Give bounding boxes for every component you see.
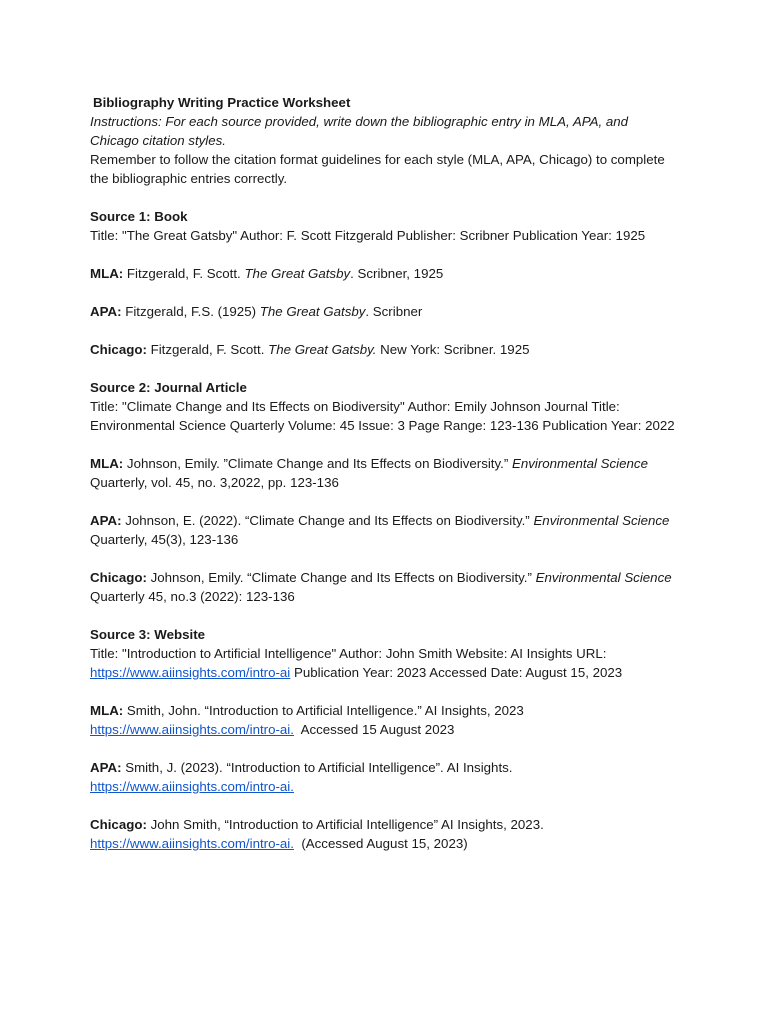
source-1-chicago — [90, 340, 680, 359]
apa-label: APA: — [90, 760, 122, 775]
source-1-heading: Source 1: Book — [90, 209, 188, 224]
apa-url-link[interactable]: https://www.aiinsights.com/intro-ai. — [90, 779, 294, 794]
citation-title: Environmental Science — [535, 570, 672, 585]
mla-label: MLA: — [90, 456, 124, 471]
chicago-label: Chicago: — [90, 570, 147, 585]
source-1-mla — [90, 264, 680, 283]
apa-label: APA: — [90, 304, 122, 319]
citation-title: The Great Gatsby. — [268, 342, 377, 357]
source-3-apa — [90, 758, 680, 796]
source-2-chicago — [90, 568, 680, 606]
source-3-details — [90, 644, 680, 682]
source-3-heading: Source 3: Website — [90, 627, 206, 642]
citation-text: Accessed 15 August 2023 — [293, 722, 455, 737]
mla-label: MLA: — [90, 266, 124, 281]
citation-text: Smith, J. (2023). “Introduction to Artificial Intelligence”. AI Insights. — [121, 760, 513, 775]
chicago-url-link[interactable]: https://www.aiinsights.com/intro-ai. — [90, 836, 294, 851]
citation-title: The Great Gatsby — [244, 266, 351, 281]
source-1-apa — [90, 302, 680, 321]
details-text: Title: "Introduction to Artificial Intelligence" Author: John Smith Website: AI Insights URL: — [90, 646, 607, 661]
instructions: Instructions: For each source provided, write down the bibliographic entry in MLA, APA, and Chicago citation styles. — [90, 114, 629, 148]
citation-text: Quarterly, vol. 45, no. 3,2022, pp. 123-136 — [90, 475, 339, 490]
citation-text: Quarterly 45, no.3 (2022): 123-136 — [90, 589, 295, 604]
citation-text: Fitzgerald, F. Scott. — [123, 266, 245, 281]
citation-text: John Smith, “Introduction to Artificial Intelligence” AI Insights, 2023. — [146, 817, 544, 832]
citation-text: Quarterly, 45(3), 123-136 — [90, 532, 239, 547]
citation-title: Environmental Science — [533, 513, 670, 528]
source-3-chicago — [90, 815, 680, 853]
apa-label: APA: — [90, 513, 122, 528]
chicago-label: Chicago: — [90, 342, 147, 357]
source-2-heading: Source 2: Journal Article — [90, 380, 247, 395]
citation-text: Fitzgerald, F.S. (1925) — [121, 304, 260, 319]
citation-text: Fitzgerald, F. Scott. — [146, 342, 269, 357]
mla-label: MLA: — [90, 703, 124, 718]
source-url-link[interactable]: https://www.aiinsights.com/intro-ai — [90, 665, 291, 680]
citation-text: Johnson, Emily. “Climate Change and Its Effects on Biodiversity.” — [146, 570, 536, 585]
page-title: Bibliography Writing Practice Worksheet — [93, 95, 351, 110]
source-2-apa — [90, 511, 680, 549]
citation-title: Environmental Science — [511, 456, 648, 471]
citation-text: Johnson, E. (2022). “Climate Change and Its Effects on Biodiversity.” — [121, 513, 534, 528]
chicago-label: Chicago: — [90, 817, 147, 832]
citation-text: Johnson, Emily. ”Climate Change and Its Effects on Biodiversity.” — [123, 456, 512, 471]
citation-text: Smith, John. “Introduction to Artificial Intelligence.” AI Insights, 2023 — [123, 703, 524, 718]
citation-text: . Scribner, 1925 — [350, 266, 444, 281]
source-1-details: Title: "The Great Gatsby" Author: F. Scott Fitzgerald Publisher: Scribner Publication Year: 1925 — [90, 228, 646, 243]
source-2-mla — [90, 454, 680, 492]
reminder: Remember to follow the citation format guidelines for each style (MLA, APA, Chicago) to complete the bibliographic entries correctly. — [90, 152, 665, 186]
citation-title: The Great Gatsby — [259, 304, 366, 319]
worksheet-page — [90, 93, 680, 853]
source-2-details: Title: "Climate Change and Its Effects on Biodiversity" Author: Emily Johnson Journal Title: Environmental Science Quarterly Volume: 45 Issue: 3 Page Range: 123-136 Publication Year: 2022 — [90, 399, 675, 433]
citation-text: . Scribner — [365, 304, 423, 319]
mla-url-link[interactable]: https://www.aiinsights.com/intro-ai. — [90, 722, 294, 737]
source-3-mla — [90, 701, 680, 739]
citation-text: (Accessed August 15, 2023) — [293, 836, 468, 851]
details-text: Publication Year: 2023 Accessed Date: August 15, 2023 — [290, 665, 623, 680]
citation-text: New York: Scribner. 1925 — [376, 342, 530, 357]
